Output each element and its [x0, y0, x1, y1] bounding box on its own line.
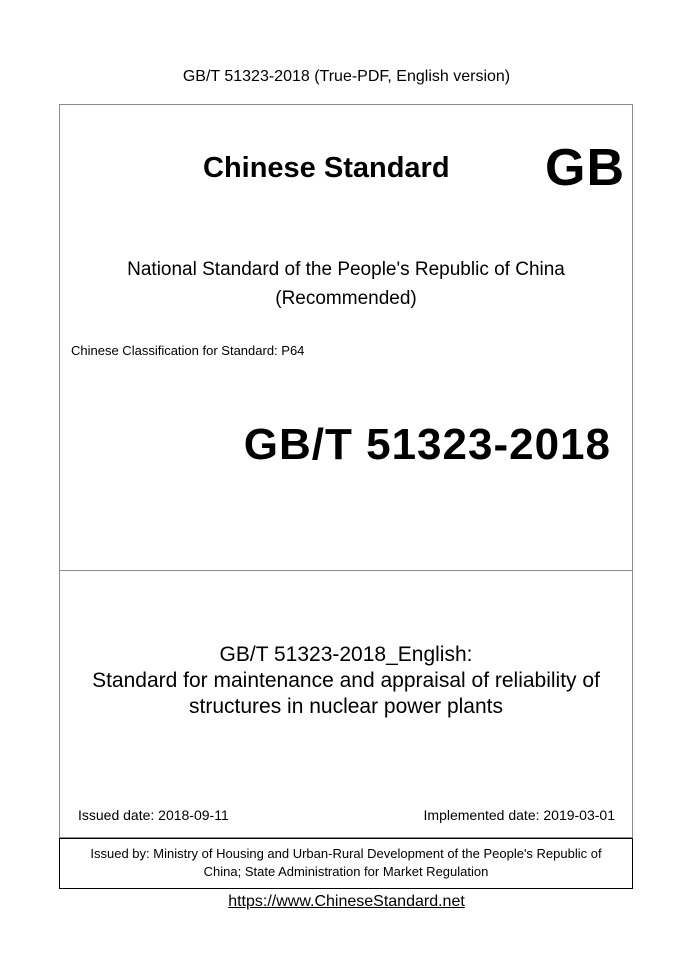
issuer-line-cont: China; State Administration for Market Regulation [203, 864, 489, 879]
issuer-box [59, 838, 633, 889]
implemented-date: Implemented date: 2019-03-01 [423, 807, 615, 823]
website-link[interactable]: https://www.ChineseStandard.net [228, 893, 465, 910]
issued-date: Issued date: 2018-09-11 [78, 807, 229, 823]
title-line-name-cont: structures in nuclear power plants [189, 695, 503, 718]
standard-title-block [59, 642, 633, 720]
national-standard-line: National Standard of the People's Republic of China [127, 259, 565, 280]
title-line-name: Standard for maintenance and appraisal of reliability of [92, 669, 600, 692]
recommended-line: (Recommended) [275, 288, 417, 309]
footer [0, 893, 693, 911]
gb-mark: GB [545, 139, 625, 197]
document-header: GB/T 51323-2018 (True-PDF, English version) [182, 68, 511, 85]
title-line-code: GB/T 51323-2018_English: [219, 643, 473, 666]
standard-label: Chinese Standard [203, 152, 450, 184]
national-standard-block [59, 255, 633, 313]
classification-text: Chinese Classification for Standard: P64 [71, 343, 305, 358]
standard-number: GB/T 51323-2018 [243, 420, 611, 469]
issuer-line: Issued by: Ministry of Housing and Urban-Rural Development of the People's Republic of [90, 846, 602, 861]
